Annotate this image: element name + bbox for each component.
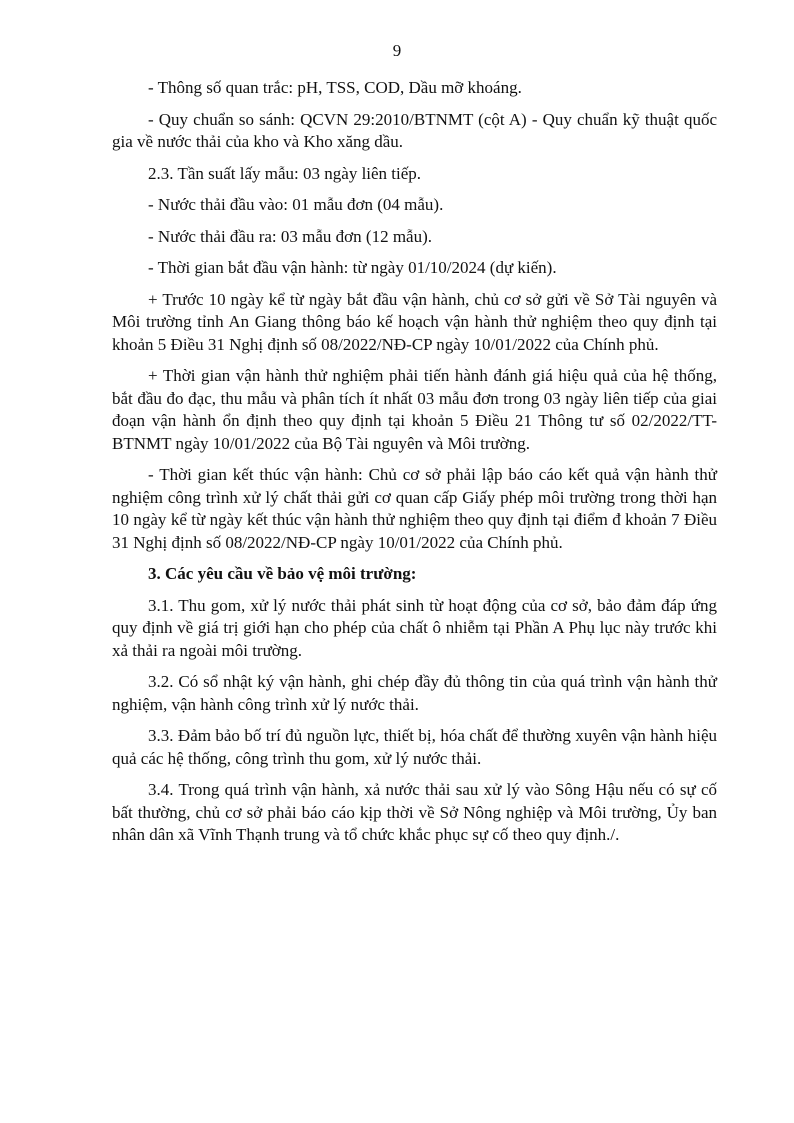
requirement-3-1: 3.1. Thu gom, xử lý nước thải phát sinh từ hoạt động của cơ sở, bảo đảm đáp ứng quy định về giá trị giới hạn cho phép của chất ô nhiễm tại Phần A Phụ lục này trước khi xả thải ra ngoài môi trường. bbox=[112, 595, 717, 660]
requirement-3-4: 3.4. Trong quá trình vận hành, xả nước thải sau xử lý vào Sông Hậu nếu có sự cố bất thường, chủ cơ sở phải báo cáo kịp thời về Sở Nông nghiệp và Môi trường, Ủy ban nhân dân xã Vĩnh Thạnh trung và tổ chức khắc phục sự cố theo quy định./. bbox=[112, 780, 717, 844]
requirement-3-2: 3.2. Có sổ nhật ký vận hành, ghi chép đầy đủ thông tin của quá trình vận hành thử nghiệm, vận hành công trình xử lý nước thải. bbox=[112, 672, 717, 714]
operation-end-time: - Thời gian kết thúc vận hành: Chủ cơ sở phải lập báo cáo kết quả vận hành thử nghiệm công trình xử lý chất thải gửi cơ quan cấp Giấy phép môi trường trong thời hạn 10 ngày kể từ ngày kết thúc vận hành thử nghiệm theo quy định tại điểm đ khoản 7 Điều 31 Nghị định số 08/2022/NĐ-CP ngày 10/01/2022 của Chính phủ. bbox=[112, 465, 717, 552]
comparison-standard: - Quy chuẩn so sánh: QCVN 29:2010/BTNMT (cột A) - Quy chuẩn kỹ thuật quốc gia về nước thải của kho và Kho xăng dầu. bbox=[112, 109, 717, 151]
sampling-frequency: 2.3. Tần suất lấy mẫu: 03 ngày liên tiếp. bbox=[148, 163, 422, 183]
output-wastewater-samples: - Nước thải đầu ra: 03 mẫu đơn (12 mẫu). bbox=[148, 226, 433, 246]
notification-requirement: + Trước 10 ngày kể từ ngày bắt đầu vận hành, chủ cơ sở gửi về Sở Tài nguyên và Môi trường tỉnh An Giang thông báo kế hoạch vận hành thử nghiệm theo quy định tại khoản 5 Điều 31 Nghị định số 08/2022/NĐ-CP ngày 10/01/2022 của Chính phủ. bbox=[112, 289, 717, 354]
section-3-heading: 3. Các yêu cầu về bảo vệ môi trường: bbox=[148, 564, 417, 583]
requirement-3-3: 3.3. Đảm bảo bố trí đủ nguồn lực, thiết bị, hóa chất để thường xuyên vận hành hiệu quả các hệ thống, công trình thu gom, xử lý nước thải. bbox=[112, 726, 717, 768]
trial-operation-evaluation: + Thời gian vận hành thử nghiệm phải tiến hành đánh giá hiệu quả của hệ thống, bắt đầu đo đạc, thu mẫu và phân tích ít nhất 03 mẫu đơn trong 03 ngày liên tiếp của giai đoạn vận hành ổn định theo quy định tại khoản 5 Điều 21 Thông tư số 02/2022/TT-BTNMT ngày 10/01/2022 của Bộ Tài nguyên và Môi trường. bbox=[112, 366, 717, 453]
input-wastewater-samples: - Nước thải đầu vào: 01 mẫu đơn (04 mẫu). bbox=[148, 195, 444, 214]
monitoring-parameters: - Thông số quan trắc: pH, TSS, COD, Dầu mỡ khoáng. bbox=[148, 78, 522, 97]
operation-start-time: - Thời gian bắt đầu vận hành: từ ngày 01/10/2024 (dự kiến). bbox=[148, 258, 557, 277]
document-body bbox=[112, 77, 717, 856]
page-number: 9 bbox=[392, 41, 402, 60]
